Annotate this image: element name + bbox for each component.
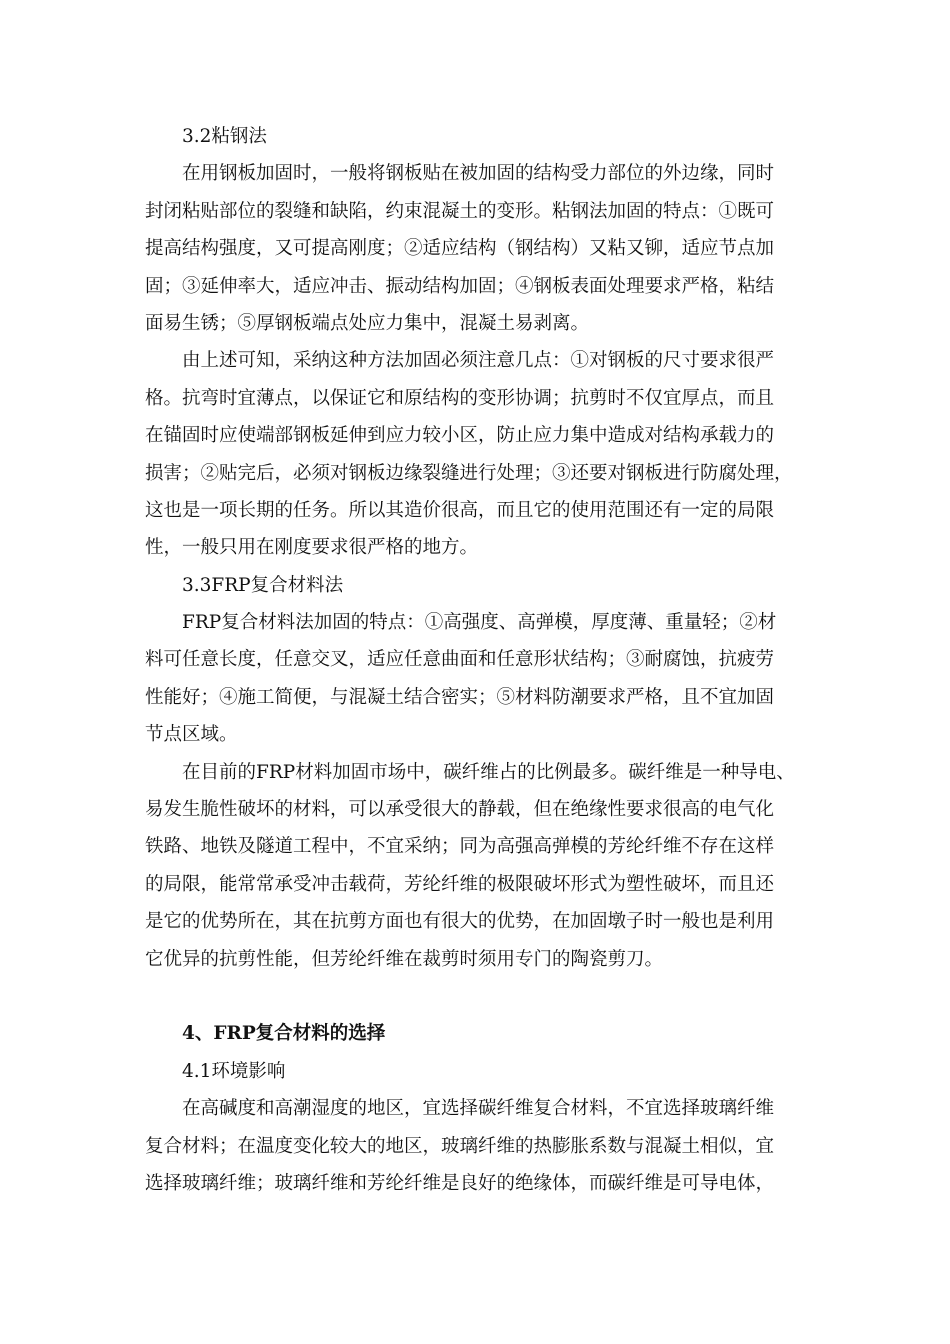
text-line: 复合材料；在温度变化较大的地区，玻璃纤维的热膨胀系数与混凝土相似，宜 bbox=[145, 1135, 775, 1157]
paragraph-3-3-a bbox=[145, 604, 805, 754]
document-body bbox=[145, 118, 805, 1202]
text-line: 性，一般只用在刚度要求很严格的地方。 bbox=[145, 537, 479, 559]
text-line: 在锚固时应使端部钢板延伸到应力较小区，防止应力集中造成对结构承载力的 bbox=[145, 425, 775, 447]
chapter-heading-4: 4、FRP复合材料的选择 bbox=[182, 1023, 386, 1045]
section-heading-4-1: 4.1环境影响 bbox=[182, 1060, 286, 1082]
text-line: 格。抗弯时宜薄点，以保证它和原结构的变形协调；抗剪时不仅宜厚点，而且 bbox=[145, 387, 775, 409]
text-line: 铁路、地铁及隧道工程中，不宜采纳；同为高强高弹模的芳纶纤维不存在这样 bbox=[145, 836, 775, 858]
paragraph-3-2-a bbox=[145, 155, 805, 342]
section-spacer bbox=[145, 978, 805, 1015]
text-line: 损害；②贴完后，必须对钢板边缘裂缝进行处理；③还要对钢板进行防腐处理， bbox=[145, 462, 793, 484]
text-line: 在高碱度和高潮湿度的地区，宜选择碳纤维复合材料，不宜选择玻璃纤维 bbox=[182, 1098, 775, 1120]
text-line: 这也是一项长期的任务。所以其造价很高，而且它的使用范围还有一定的局限 bbox=[145, 499, 775, 521]
section-heading-3-3: 3.3FRP复合材料法 bbox=[182, 574, 344, 596]
paragraph-4-1-a bbox=[145, 1090, 805, 1202]
text-line: 它优异的抗剪性能，但芳纶纤维在裁剪时须用专门的陶瓷剪刀。 bbox=[145, 948, 664, 970]
text-line: 在目前的FRP材料加固市场中，碳纤维占的比例最多。碳纤维是一种导电、 bbox=[182, 761, 795, 783]
text-line: 面易生锈；⑤厚钢板端点处应力集中，混凝土易剥离。 bbox=[145, 312, 590, 334]
text-line: 由上述可知，采纳这种方法加固必须注意几点：①对钢板的尺寸要求很严 bbox=[182, 350, 775, 372]
text-line: 的局限，能常常承受冲击载荷，芳纶纤维的极限破坏形式为塑性破坏，而且还 bbox=[145, 873, 775, 895]
text-line: 易发生脆性破坏的材料，可以承受很大的静载，但在绝缘性要求很高的电气化 bbox=[145, 799, 775, 821]
text-line: 在用钢板加固时，一般将钢板贴在被加固的结构受力部位的外边缘，同时 bbox=[182, 163, 775, 185]
paragraph-3-3-b bbox=[145, 754, 805, 978]
text-line: 料可任意长度，任意交叉，适应任意曲面和任意形状结构；③耐腐蚀，抗疲劳 bbox=[145, 649, 775, 671]
text-line: FRP复合材料法加固的特点：①高强度、高弹模，厚度薄、重量轻；②材 bbox=[182, 612, 777, 634]
text-line: 封闭粘贴部位的裂缝和缺陷，约束混凝土的变形。粘钢法加固的特点：①既可 bbox=[145, 200, 775, 222]
text-line: 固；③延伸率大，适应冲击、振动结构加固；④钢板表面处理要求严格，粘结 bbox=[145, 275, 775, 297]
text-line: 节点区域。 bbox=[145, 724, 238, 746]
text-line: 性能好；④施工简便，与混凝土结合密实；⑤材料防潮要求严格，且不宜加固 bbox=[145, 686, 775, 708]
paragraph-3-2-b bbox=[145, 342, 805, 566]
text-line: 是它的优势所在，其在抗剪方面也有很大的优势，在加固墩子时一般也是利用 bbox=[145, 911, 775, 933]
section-heading-3-2: 3.2粘钢法 bbox=[182, 126, 267, 147]
text-line: 提高结构强度，又可提高刚度；②适应结构（钢结构）又粘又铆，适应节点加 bbox=[145, 238, 775, 260]
text-line: 选择玻璃纤维；玻璃纤维和芳纶纤维是良好的绝缘体，而碳纤维是可导电体， bbox=[145, 1172, 775, 1194]
